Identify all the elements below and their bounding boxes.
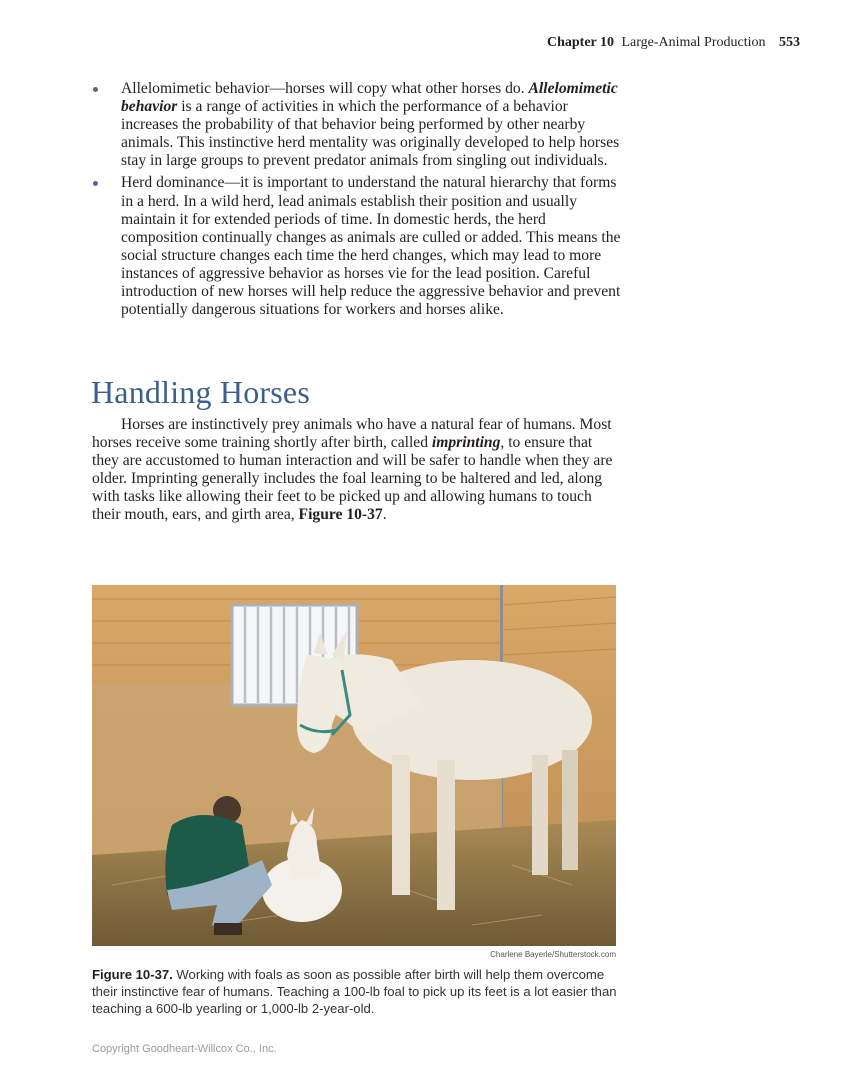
bullet-list (92, 80, 622, 323)
paragraph-text: . (382, 506, 387, 524)
photo-credit: Charlene Bayerle/Shutterstock.com (490, 950, 616, 959)
caption-text: Working with foals as soon as possible after birth will help them overcome their instinctive fear of humans. Teaching a 100-lb foal to pick up its feet is a lot easier than teaching a 600-lb yearling or 1,000-lb 2-year-old. (92, 967, 617, 1016)
figure-label: Figure 10-37. (92, 967, 173, 982)
key-term: Allelomimetic behavior (121, 80, 618, 116)
bullet-dot-icon (93, 87, 98, 92)
running-head (547, 35, 800, 51)
copyright-footer: Copyright Goodheart-Willcox Co., Inc. (92, 1043, 277, 1055)
figure-photo (92, 585, 616, 946)
paragraph-text: Horses are instinctively prey animals who have a natural fear of humans. Most horses receive some training shortly after birth, called (92, 416, 612, 452)
page-number: 553 (779, 35, 800, 50)
bullet-text: is a range of activities in which the performance of a behavior increases the probability of that behavior being performed by other nearby animals. This instinctive herd mentality was originally developed to help horses stay in large groups to prevent predator animals from singling out individuals. (121, 98, 620, 170)
body-paragraph (92, 416, 617, 525)
chapter-title: Large-Animal Production (621, 35, 766, 50)
bullet-text: Herd dominance—it is important to understand the natural hierarchy that forms in a herd. In a wild herd, lead animals establish their position and usually maintain it for extended periods of time. In domestic herds, the herd composition continually changes as animals are culled or added. This means the social structure changes each time the herd changes, which may lead to more instances of aggressive behavior as horses vie for the lead position. Careful introduction of new horses will help reduce the aggressive behavior and prevent potentially dangerous situations for workers and horses alike. (121, 174, 621, 319)
figure-reference: Figure 10-37 (298, 506, 383, 524)
paragraph-text: , to ensure that they are accustomed to human interaction and will be safer to handle when they are older. Imprinting generally includes the foal learning to be haltered and led, along with tasks like allowing their feet to be picked up and allowing humans to touch their mouth, ears, and girth area, (92, 434, 613, 524)
section-heading: Handling Horses (91, 374, 310, 410)
chapter-label: Chapter 10 (546, 35, 614, 50)
horse-stall-photo-icon (92, 585, 616, 946)
bullet-item-herd-dominance (92, 174, 622, 319)
key-term: imprinting (431, 434, 501, 452)
bullet-item-allelomimetic (92, 80, 622, 170)
bullet-lead: Allelomimetic behavior—horses will copy what other horses do. (121, 80, 529, 97)
bullet-dot-icon (93, 181, 98, 186)
figure-caption (92, 966, 622, 1017)
